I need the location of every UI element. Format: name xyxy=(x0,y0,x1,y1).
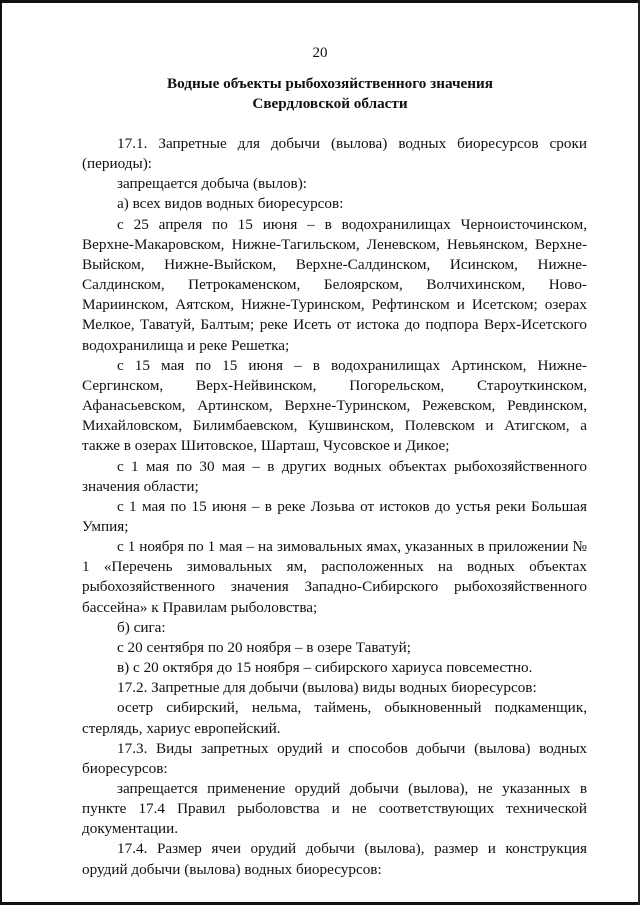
paragraph-17-2: 17.2. Запретные для добычи (вылова) виды водных биоресурсов: xyxy=(117,679,537,697)
paragraph-lozva: с 1 мая по 15 июня – в реке Лозьва от истоков до устья реки Большая Умпия; xyxy=(82,497,587,535)
paragraph-item-b: б) сига: xyxy=(117,618,166,636)
paragraph-item-a: а) всех видов водных биоресурсов: xyxy=(117,195,344,213)
paragraph-wintering-pits: с 1 ноября по 1 мая – на зимовальных ямах, указанных в приложении № 1 «Перечень зимовальных ям, расположенных на водных объектах рыбохозяйственного значения Западно-Сибирского рыбохозяйственного бассейна» к Правилам рыболовства; xyxy=(82,538,587,616)
section-title-line-1: Водные объекты рыбохозяйственного значения xyxy=(167,75,493,92)
paragraph-item-v: в) с 20 октября до 15 ноября – сибирского хариуса повсеместно. xyxy=(117,659,533,677)
paragraph-17-4: 17.4. Размер ячеи орудий добычи (вылова), размер и конструкция орудий добычи (вылова) водных биоресурсов: xyxy=(82,840,587,878)
scan-edge-top xyxy=(0,0,640,3)
section-title-line-2: Свердловской области xyxy=(252,95,408,112)
paragraph-apr-jun: с 25 апреля по 15 июня – в водохранилищах Черноисточинском, Верхне-Макаровском, Нижне-Тагильском, Леневском, Невьянском, Верхне-Выйском, Нижне-Выйском, Верхне-Салдинском, Исинском, Нижне-Салдинском, Петрокаменском, Белоярском, Волчихинском, Ново-Мариинском, Аятском, Нижне-Туринском, Рефтинском и Исетском; озерах Мелкое, Таватуй, Балтым; реке Исеть от истока до подпора Верх-Исетского водохранилища и реке Решетка; xyxy=(82,215,587,354)
section-title xyxy=(60,74,600,114)
paragraph-17-3: 17.3. Виды запретных орудий и способов добычи (вылова) водных биоресурсов: xyxy=(82,739,587,777)
paragraph-17-1: 17.1. Запретные для добычи (вылова) водных биоресурсов сроки (периоды): xyxy=(82,135,587,173)
scan-edge-left xyxy=(0,0,2,905)
paragraph-may-30: с 1 мая по 30 мая – в других водных объектах рыбохозяйственного значения области; xyxy=(82,457,587,495)
document-body xyxy=(82,134,587,880)
paragraph-tavatui: с 20 сентября по 20 ноября – в озере Таватуй; xyxy=(117,638,412,656)
paragraph-species-list: осетр сибирский, нельма, таймень, обыкновенный подкаменщик, стерлядь, хариус европейский. xyxy=(82,699,587,737)
paragraph-gear-prohibited: запрещается применение орудий добычи (вылова), не указанных в пункте 17.4 Правил рыболовства и не соответствующих технической документации. xyxy=(82,780,587,838)
paragraph-prohibited: запрещается добыча (вылов): xyxy=(117,175,308,193)
page-number: 20 xyxy=(312,45,328,61)
paragraph-may-jun: с 15 мая по 15 июня – в водохранилищах Артинском, Нижне-Сергинском, Верх-Нейвинском, Погорельском, Староуткинском, Афанасьевском, Артинском, Верхне-Туринском, Режевском, Ревдинском, Михайловском, Билимбаевском, Кушвинском, Полевском и Атигском, а также в озерах Шитовское, Шарташ, Чусовское и Дикое; xyxy=(82,356,587,455)
